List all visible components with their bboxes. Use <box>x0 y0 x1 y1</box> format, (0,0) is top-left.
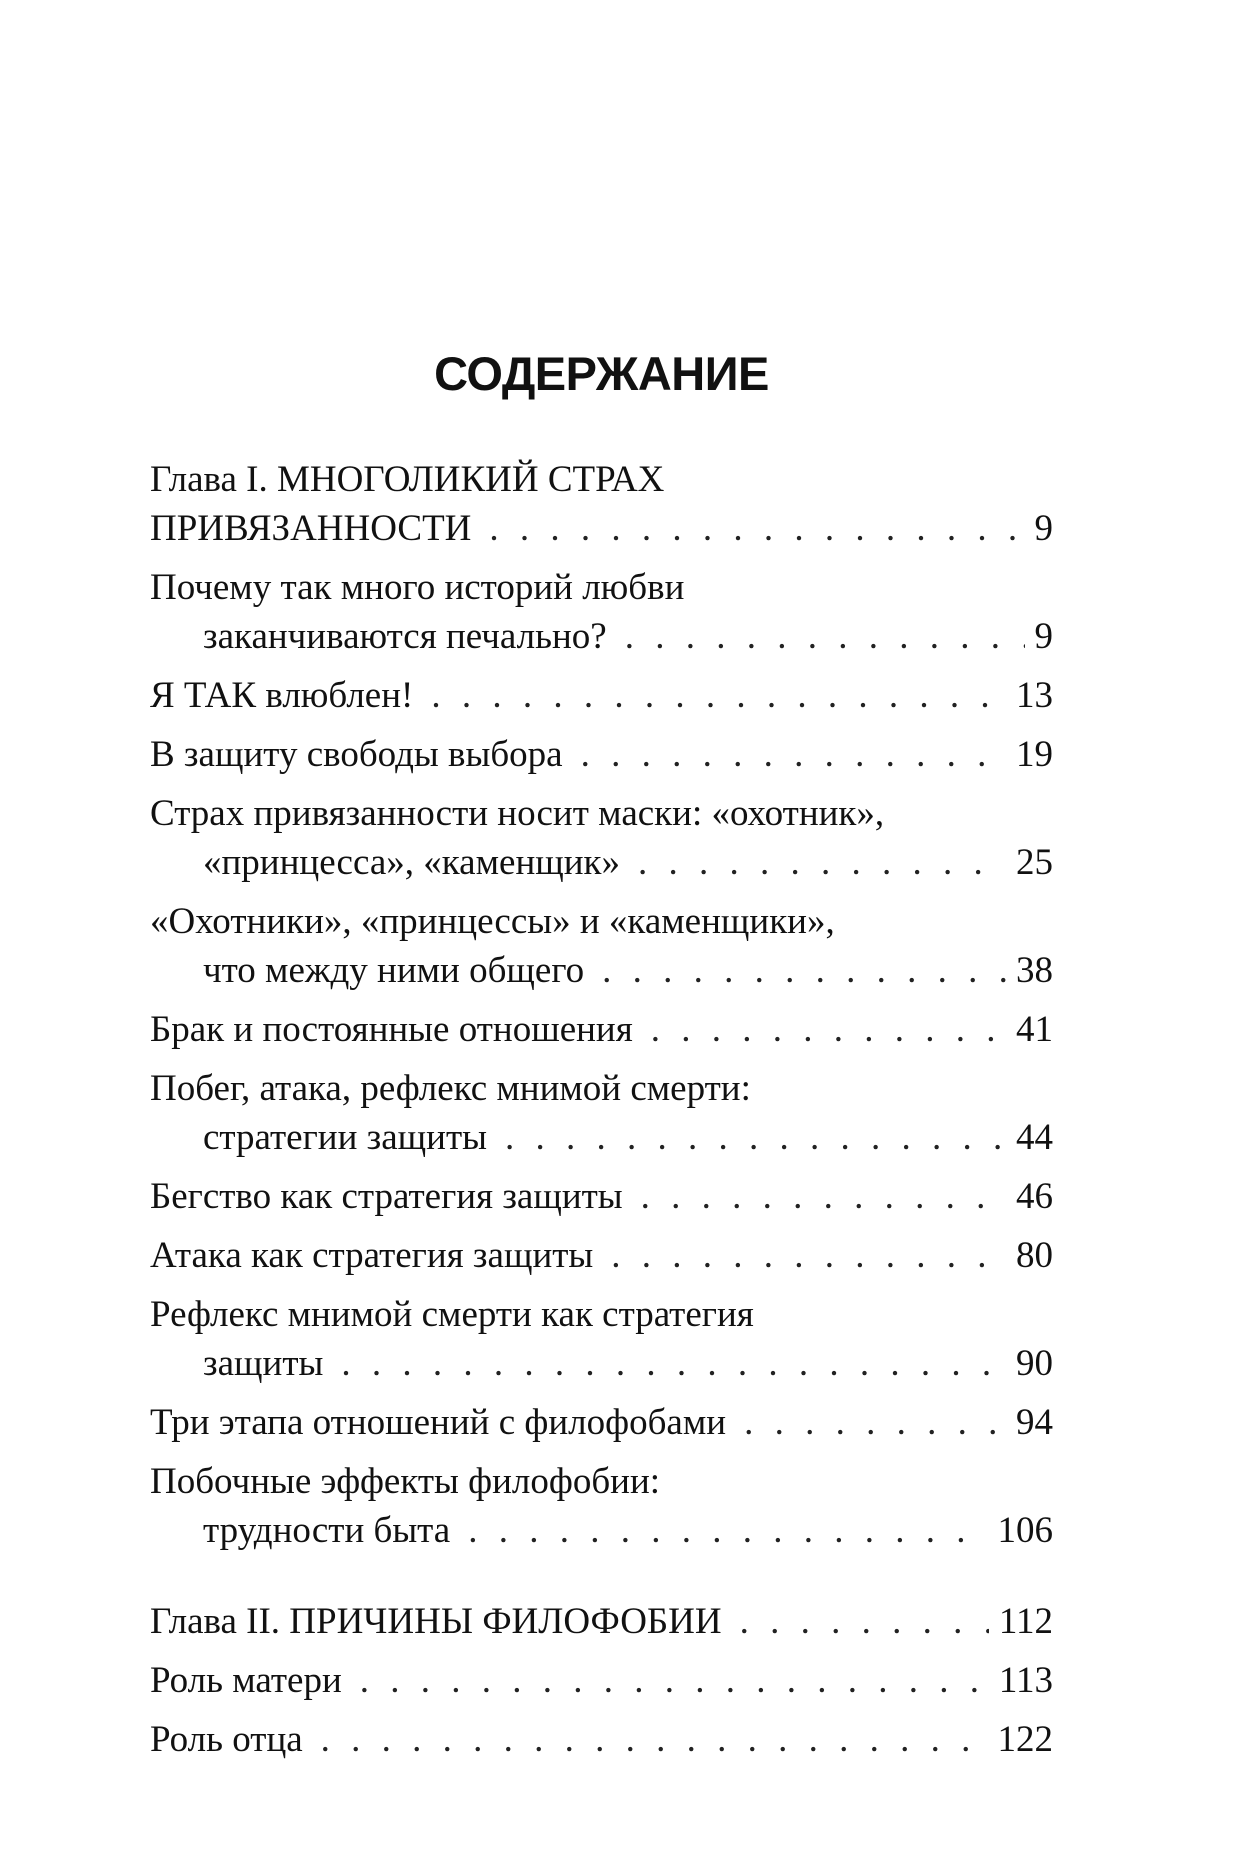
toc-page-number: 106 <box>997 1510 1053 1551</box>
toc-entry <box>150 1457 1053 1555</box>
dot-leader <box>581 730 1006 779</box>
toc-entry <box>150 1172 1053 1221</box>
toc-entry-text: «Охотники», «принцессы» и «каменщики», <box>150 901 835 942</box>
toc-page-number: 19 <box>1016 734 1053 775</box>
toc-entry-text: Роль отца <box>150 1719 303 1760</box>
dot-leader <box>321 1715 988 1764</box>
toc-entry-text: Глава I. МНОГОЛИКИЙ СТРАХ <box>150 459 665 500</box>
toc-page-number: 122 <box>997 1719 1053 1760</box>
dot-leader <box>625 612 1025 661</box>
toc-page-number: 46 <box>1016 1176 1053 1217</box>
toc-entry-chapter-2 <box>150 1597 1053 1646</box>
dot-leader <box>468 1506 987 1555</box>
dot-leader <box>744 1398 1006 1447</box>
toc-entry-text: Атака как стратегия защиты <box>150 1235 594 1276</box>
toc-entry-text: Страх привязанности носит маски: «охотник», <box>150 793 885 834</box>
toc-page-number: 38 <box>1016 950 1053 991</box>
toc-page-number: 9 <box>1034 616 1053 657</box>
toc-entry-chapter-1 <box>150 455 1053 553</box>
toc-entry-text: что между ними общего <box>203 950 585 991</box>
toc-entry <box>150 1398 1053 1447</box>
dot-leader <box>602 946 1006 995</box>
toc-entry <box>150 730 1053 779</box>
toc-entry-text: Я ТАК влюблен! <box>150 675 414 716</box>
toc-entry <box>150 1064 1053 1162</box>
toc-list <box>150 455 1053 1774</box>
toc-entry-text: Почему так много историй любви <box>150 567 685 608</box>
toc-entry-text: защиты <box>203 1343 324 1384</box>
toc-page-number: 94 <box>1016 1402 1053 1443</box>
toc-entry <box>150 1290 1053 1388</box>
toc-page-number: 112 <box>998 1601 1053 1642</box>
toc-entry-text: Брак и постоянные отношения <box>150 1009 633 1050</box>
dot-leader <box>431 671 1006 720</box>
toc-entry <box>150 1005 1053 1054</box>
toc-entry <box>150 1715 1053 1764</box>
toc-entry <box>150 671 1053 720</box>
toc-entry-text: Три этапа отношений с филофобами <box>150 1402 727 1443</box>
toc-page-number: 90 <box>1016 1343 1053 1384</box>
dot-leader <box>651 1005 1006 1054</box>
toc-page-number: 113 <box>998 1660 1053 1701</box>
dot-leader <box>341 1339 1006 1388</box>
toc-page-number: 80 <box>1016 1235 1053 1276</box>
dot-leader <box>360 1656 989 1705</box>
toc-entry <box>150 563 1053 661</box>
toc-page-number: 41 <box>1016 1009 1053 1050</box>
toc-page-number: 9 <box>1034 508 1053 549</box>
dot-leader <box>505 1113 1006 1162</box>
toc-entry <box>150 789 1053 887</box>
toc-entry <box>150 897 1053 995</box>
toc-entry-text: Роль матери <box>150 1660 342 1701</box>
dot-leader <box>611 1231 1006 1280</box>
toc-entry-text: Бегство как стратегия защиты <box>150 1176 623 1217</box>
dot-leader <box>489 504 1024 553</box>
toc-entry-text: В защиту свободы выбора <box>150 734 563 775</box>
toc-entry-text: Рефлекс мнимой смерти как стратегия <box>150 1294 754 1335</box>
toc-entry-text: трудности быта <box>203 1510 451 1551</box>
dot-leader <box>740 1597 989 1646</box>
toc-page-number: 25 <box>1016 842 1053 883</box>
dot-leader <box>638 838 1006 887</box>
toc-page-number: 13 <box>1016 675 1053 716</box>
toc-page-number: 44 <box>1016 1117 1053 1158</box>
toc-title: СОДЕРЖАНИЕ <box>434 347 769 400</box>
toc-entry <box>150 1656 1053 1705</box>
toc-entry-text: Глава II. ПРИЧИНЫ ФИЛОФОБИИ <box>150 1601 722 1642</box>
toc-entry <box>150 1231 1053 1280</box>
toc-entry-text: «принцесса», «каменщик» <box>203 842 621 883</box>
dot-leader <box>641 1172 1006 1221</box>
toc-entry-text: ПРИВЯЗАННОСТИ <box>150 508 472 549</box>
toc-entry-text: стратегии защиты <box>203 1117 487 1158</box>
toc-entry-text: заканчиваются печально? <box>203 616 607 657</box>
toc-entry-text: Побочные эффекты филофобии: <box>150 1461 661 1502</box>
toc-entry-text: Побег, атака, рефлекс мнимой смерти: <box>150 1068 751 1109</box>
